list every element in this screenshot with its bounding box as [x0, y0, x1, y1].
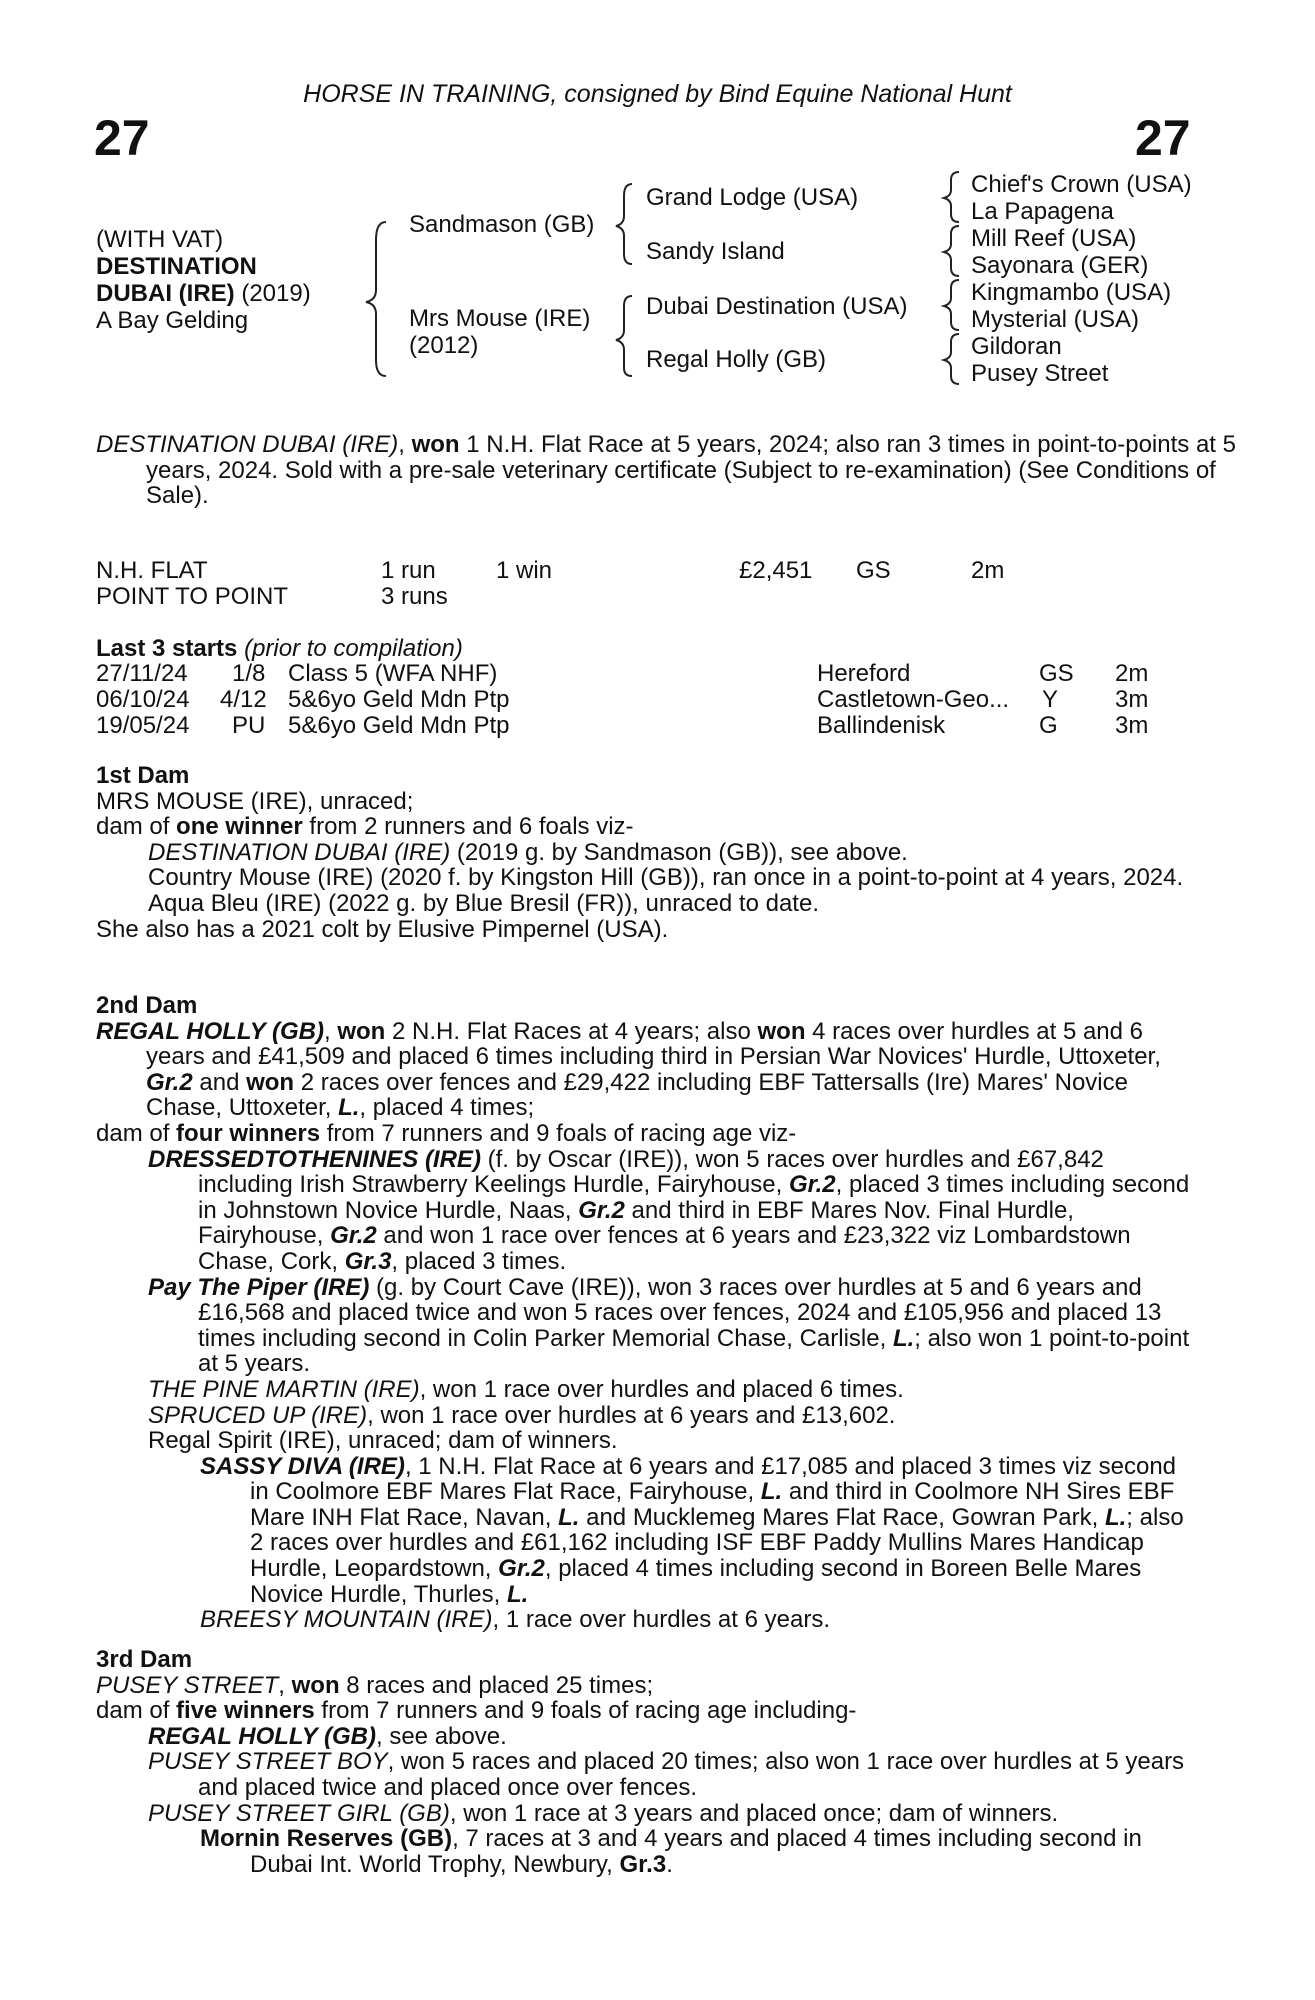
- start-pos: PU: [232, 712, 266, 739]
- third-dam-section: [96, 1647, 1201, 1877]
- gg-3: Mill Reef (USA): [971, 225, 1137, 252]
- horse-summary: DESTINATION DUBAI (IRE), won 1 N.H. Flat Race at 5 years, 2024; also ran 3 times in point-to-points at 5 years, 2024. Sold with a pre-sale veterinary certificate (Subject to re-examination) (See Conditions of Sale).: [96, 431, 1236, 510]
- start-date: 27/11/24: [96, 660, 188, 687]
- gg-4: Sayonara (GER): [971, 252, 1149, 279]
- pedigree-sire-sire: Grand Lodge (USA): [646, 184, 859, 211]
- horse-name-line2: DUBAI (IRE): [96, 280, 235, 307]
- gg-6: Mysterial (USA): [971, 306, 1140, 333]
- brace-sire-parents: [616, 184, 632, 264]
- pedigree-sire: Sandmason (GB): [409, 211, 595, 238]
- gg-1: Chief's Crown (USA): [971, 171, 1192, 198]
- start-course: Castletown-Geo...: [817, 686, 1010, 713]
- record-type-1: N.H. FLAT: [96, 557, 208, 584]
- vat-label: (WITH VAT): [96, 226, 224, 253]
- record-dist-1: 2m: [971, 557, 1005, 584]
- third-dam-produce: dam of five winners from 7 runners and 9 foals of racing age including-: [96, 1697, 857, 1725]
- second-dam-section: [96, 993, 1201, 1633]
- summary-name: DESTINATION DUBAI (IRE): [96, 431, 399, 458]
- first-dam-section: [96, 763, 1201, 942]
- brace-gg2: [944, 226, 959, 276]
- second-dam-record: REGAL HOLLY (GB), won 2 N.H. Flat Races at 4 years; also won 4 races over hurdles at 5 and 6 years and £41,509 and placed 6 times including third in Persian War Novices' Hurdle, Uttoxeter, Gr.2 and won 2 races over fences and £29,422 including EBF Tattersalls (Ire) Mares' Novice Chase, Uttoxeter, L., placed 4 times;: [96, 1017, 1161, 1122]
- grand-produce: SASSY DIVA (IRE), 1 N.H. Flat Race at 6 years and £17,085 and placed 3 times viz second in Coolmore EBF Mares Flat Race, Fairyhouse, L. and third in Coolmore NH Sires EBF Mare INH Flat Race, Navan, L. and Mucklemeg Mares Flat Race, Gowran Park, L.; also 2 races over hurdles and £61,162 including ISF EBF Paddy Mullins Mares Handicap Hurdle, Leopardstown, Gr.2, placed 4 times including second in Boreen Belle Mares Novice Hurdle, Thurles, L.: [200, 1452, 1184, 1608]
- last-starts-title: Last 3 starts: [96, 635, 238, 662]
- pedigree-dam-year: (2012): [409, 332, 479, 359]
- start-dist: 2m: [1115, 660, 1149, 687]
- record-runs-1: 1 run: [381, 557, 436, 584]
- grand-produce: BREESY MOUNTAIN (IRE), 1 race over hurdles at 6 years.: [200, 1606, 830, 1634]
- third-dam-heading: 3rd Dam: [96, 1646, 193, 1673]
- first-dam-line: MRS MOUSE (IRE), unraced;: [96, 787, 414, 815]
- brace-gg4: [944, 334, 959, 384]
- start-course: Hereford: [817, 660, 911, 687]
- start-course: Ballindenisk: [817, 712, 946, 739]
- lot-number-left: 27: [94, 110, 150, 166]
- pedigree-great-grandparents: [971, 171, 1192, 387]
- first-dam-produce: dam of one winner from 2 runners and 6 foals viz-: [96, 813, 634, 841]
- summary-won: won: [411, 431, 460, 458]
- gg-2: La Papagena: [971, 198, 1114, 225]
- gg-5: Kingmambo (USA): [971, 279, 1172, 306]
- lot-number-right: 27: [1135, 110, 1191, 166]
- start-date: 19/05/24: [96, 712, 190, 739]
- pedigree-dam: [409, 305, 590, 359]
- start-race: Class 5 (WFA NHF): [288, 660, 498, 687]
- start-pos: 1/8: [232, 660, 266, 687]
- brace-gg3: [944, 280, 959, 330]
- third-dam-foal: PUSEY STREET GIRL (GB), won 1 race at 3 years and placed once; dam of winners.: [148, 1799, 1059, 1827]
- grand-produce: Mornin Reserves (GB), 7 races at 3 and 4 years and placed 4 times including second in Dubai Int. World Trophy, Newbury, Gr.3.: [200, 1825, 1142, 1878]
- record-runs-2: 3 runs: [381, 583, 448, 610]
- start-pos: 4/12: [220, 686, 267, 713]
- first-dam-foal: DESTINATION DUBAI (IRE) (2019 g. by Sandmason (GB)), see above.: [148, 838, 908, 866]
- horse-year: (2019): [234, 280, 311, 307]
- pedigree-sire-dam: Sandy Island: [646, 238, 785, 265]
- record-prize-1: £2,451: [739, 557, 813, 584]
- start-going: GS: [1039, 660, 1074, 687]
- start-date: 06/10/24: [96, 686, 190, 713]
- gg-8: Pusey Street: [971, 360, 1109, 387]
- first-dam-note: She also has a 2021 colt by Elusive Pimpernel (USA).: [96, 915, 669, 943]
- start-race: 5&6yo Geld Mdn Ptp: [288, 712, 510, 739]
- start-dist: 3m: [1115, 686, 1149, 713]
- last-starts-note: (prior to compilation): [237, 635, 463, 662]
- catalogue-header: HORSE IN TRAINING, consigned by Bind Equine National Hunt: [303, 80, 1012, 108]
- second-dam-foal: Pay The Piper (IRE) (g. by Court Cave (IRE)), won 3 races over hurdles at 5 and 6 years and £16,568 and placed twice and won 5 races over fences, 2024 and £105,956 and placed 13 times including second in Colin Parker Memorial Chase, Carlisle, L.; also won 1 point-to-point at 5 years.: [148, 1273, 1190, 1378]
- start-going: G: [1039, 712, 1058, 739]
- horse-description: A Bay Gelding: [96, 307, 249, 334]
- first-dam-foal: Country Mouse (IRE) (2020 f. by Kingston Hill (GB)), ran once in a point-to-point at 4 years, 2024.: [148, 864, 1184, 892]
- second-dam-foal: DRESSEDTOTHENINES (IRE) (f. by Oscar (IRE)), won 5 races over hurdles and £67,842 including Irish Strawberry Keelings Hurdle, Fairyhouse, Gr.2, placed 3 times including second in Johnstown Novice Hurdle, Naas, Gr.2 and third in EBF Mares Nov. Final Hurdle, Fairyhouse, Gr.2 and won 1 race over fences at 6 years and £23,322 viz Lombardstown Chase, Cork, Gr.3, placed 3 times.: [148, 1145, 1190, 1275]
- brace-sire-dam: [366, 222, 386, 376]
- record-going-1: GS: [856, 557, 891, 584]
- second-dam-heading: 2nd Dam: [96, 992, 198, 1019]
- second-dam-foal: SPRUCED UP (IRE), won 1 race over hurdles at 6 years and £13,602.: [148, 1401, 896, 1429]
- third-dam-record: PUSEY STREET, won 8 races and placed 25 times;: [96, 1671, 654, 1699]
- summary-text: 1 N.H. Flat Race at 5 years, 2024; also ran 3 times in point-to-points at 5 years, 2024. Sold with a pre-sale veterinary certificate (Subject to re-examination) (See Conditions of Sale).: [146, 431, 1236, 510]
- brace-dam-parents: [616, 296, 632, 376]
- third-dam-foal: REGAL HOLLY (GB), see above.: [148, 1722, 507, 1750]
- horse-name-line1: DESTINATION: [96, 253, 257, 280]
- record-type-2: POINT TO POINT: [96, 583, 289, 610]
- gg-7: Gildoran: [971, 333, 1062, 360]
- record-wins-1: 1 win: [496, 557, 553, 584]
- second-dam-foal: Regal Spirit (IRE), unraced; dam of winners.: [148, 1427, 618, 1455]
- first-dam-heading: 1st Dam: [96, 762, 190, 789]
- second-dam-foal: THE PINE MARTIN (IRE), won 1 race over hurdles and placed 6 times.: [148, 1375, 904, 1403]
- start-race: 5&6yo Geld Mdn Ptp: [288, 686, 510, 713]
- third-dam-foal: PUSEY STREET BOY, won 5 races and placed 20 times; also won 1 race over hurdles at 5 years and placed twice and placed once over fences.: [148, 1748, 1185, 1801]
- last-starts-heading: [96, 636, 463, 662]
- pedigree-dam-sire: Dubai Destination (USA): [646, 293, 908, 320]
- pedigree-dam-name: Mrs Mouse (IRE): [409, 305, 591, 332]
- first-dam-foal: Aqua Bleu (IRE) (2022 g. by Blue Bresil (FR)), unraced to date.: [148, 889, 819, 917]
- start-dist: 3m: [1115, 712, 1149, 739]
- pedigree-dam-dam: Regal Holly (GB): [646, 346, 827, 373]
- start-going: Y: [1042, 686, 1059, 713]
- brace-gg1: [944, 172, 959, 222]
- second-dam-produce: dam of four winners from 7 runners and 9 foals of racing age viz-: [96, 1119, 797, 1147]
